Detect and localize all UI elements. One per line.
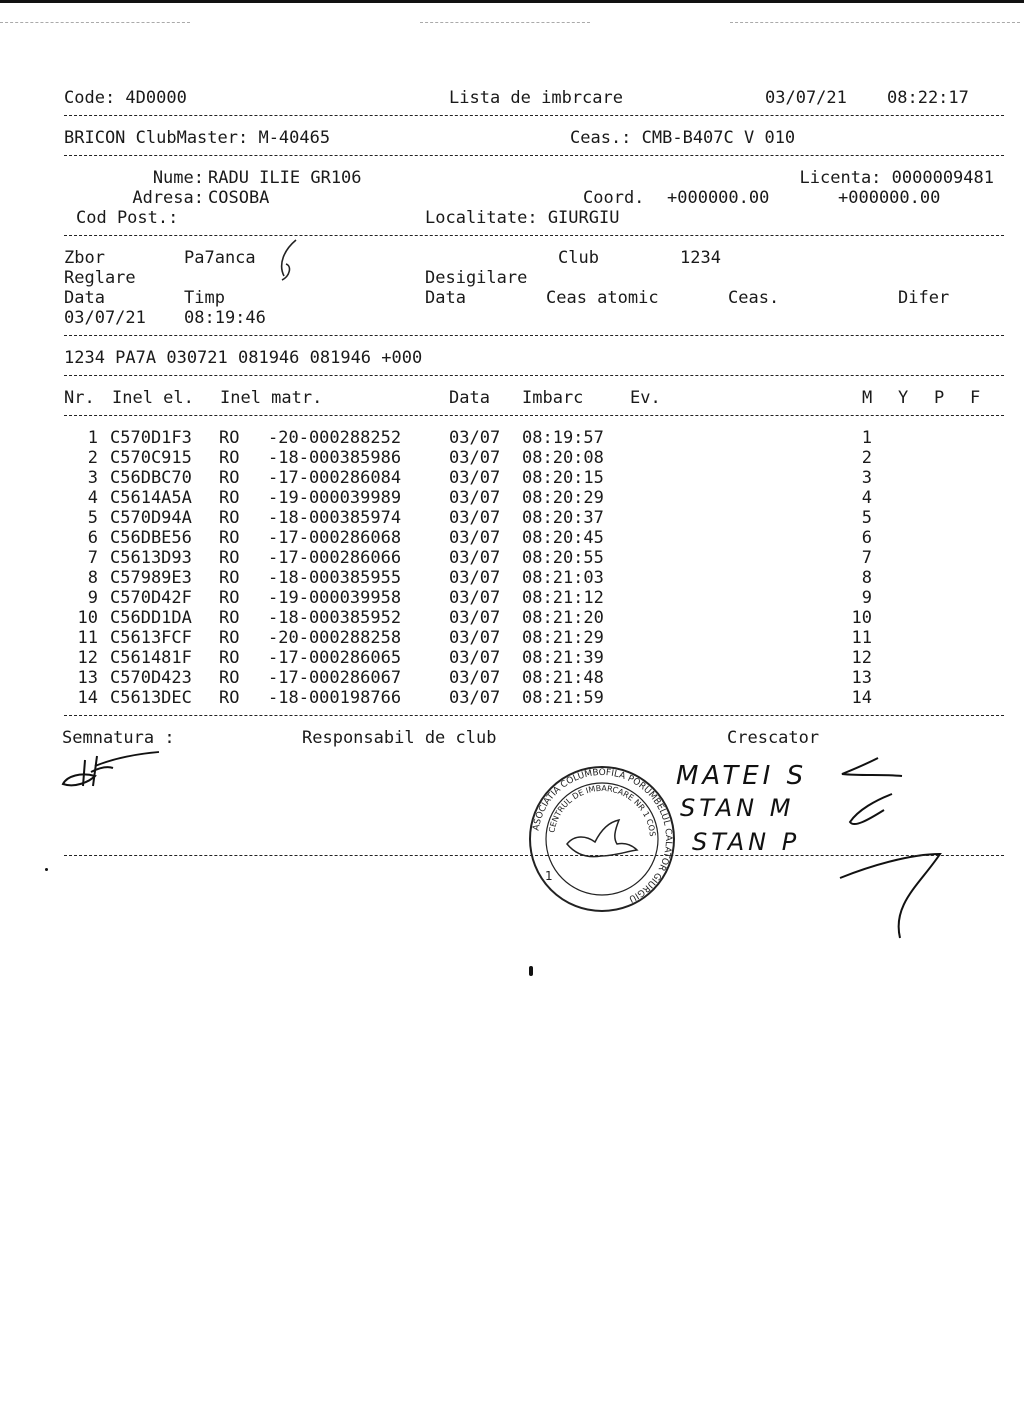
row-data: 03/07 xyxy=(449,568,501,588)
row-m: 13 xyxy=(851,668,872,688)
row-nr: 2 xyxy=(87,448,98,468)
divider xyxy=(64,155,1004,156)
row-inel-el: C570D94A xyxy=(110,508,192,528)
row-inel-el: C5614A5A xyxy=(110,488,192,508)
row-inel-el: C561481F xyxy=(110,648,192,668)
row-data: 03/07 xyxy=(449,668,501,688)
row-inel-matr: -17-000286084 xyxy=(268,468,402,488)
coord-y: +000000.00 xyxy=(838,188,941,208)
row-data: 03/07 xyxy=(449,608,501,628)
row-nr: 7 xyxy=(87,548,98,568)
table-row xyxy=(0,668,1024,688)
table-row xyxy=(0,568,1024,588)
table-row xyxy=(0,588,1024,608)
row-country: RO xyxy=(219,508,240,528)
row-data: 03/07 xyxy=(449,528,501,548)
row-m: 3 xyxy=(861,468,872,488)
row-inel-matr: -20-000288252 xyxy=(268,428,402,448)
row-inel-matr: -17-000286068 xyxy=(268,528,402,548)
table-row xyxy=(0,508,1024,528)
row-imbarc: 08:20:55 xyxy=(522,548,604,568)
row-inel-matr: -19-000039958 xyxy=(268,588,402,608)
timp-label: Timp xyxy=(184,288,225,308)
row-country: RO xyxy=(219,448,240,468)
row-imbarc: 08:20:29 xyxy=(522,488,604,508)
row-country: RO xyxy=(219,648,240,668)
clock-label: Ceas. xyxy=(728,288,780,308)
col-header-nr: Nr. xyxy=(64,388,95,408)
desigilare-label: Desigilare xyxy=(425,268,528,288)
table-row xyxy=(0,488,1024,508)
row-nr: 6 xyxy=(87,528,98,548)
club-number: 1234 xyxy=(680,248,721,268)
club-responsible-label: Responsabil de club xyxy=(302,728,497,748)
table-row xyxy=(0,548,1024,568)
row-data: 03/07 xyxy=(449,548,501,568)
row-inel-el: C57989E3 xyxy=(110,568,192,588)
postal-code-label: Cod Post.: xyxy=(76,208,179,228)
col-header-f: F xyxy=(970,388,981,408)
table-row xyxy=(0,648,1024,668)
row-nr: 4 xyxy=(87,488,98,508)
row-inel-el: C570D1F3 xyxy=(110,428,192,448)
row-country: RO xyxy=(219,548,240,568)
row-inel-matr: -17-000286067 xyxy=(268,668,402,688)
table-row xyxy=(0,528,1024,548)
row-m: 9 xyxy=(861,588,872,608)
divider xyxy=(64,715,1004,716)
handwritten-name-2: STAN M xyxy=(680,794,795,822)
row-m: 2 xyxy=(861,448,872,468)
signature-label: Semnatura : xyxy=(62,728,175,748)
divider xyxy=(64,855,1004,856)
table-row xyxy=(0,628,1024,648)
handwritten-mark xyxy=(270,236,310,288)
row-imbarc: 08:21:48 xyxy=(522,668,604,688)
table-row xyxy=(0,608,1024,628)
difference-label: Difer xyxy=(898,288,950,308)
set-time: 08:19:46 xyxy=(184,308,266,328)
table-row xyxy=(0,428,1024,448)
row-inel-el: C56DBE56 xyxy=(110,528,192,548)
row-imbarc: 08:21:59 xyxy=(522,688,604,708)
row-inel-matr: -18-000385986 xyxy=(268,448,402,468)
row-imbarc: 08:21:03 xyxy=(522,568,604,588)
row-imbarc: 08:21:39 xyxy=(522,648,604,668)
row-inel-el: C570D42F xyxy=(110,588,192,608)
row-inel-el: C56DD1DA xyxy=(110,608,192,628)
row-m: 10 xyxy=(851,608,872,628)
row-data: 03/07 xyxy=(449,648,501,668)
col-header-y: Y xyxy=(898,388,909,408)
row-nr: 1 xyxy=(87,428,98,448)
stamp-outer-text: ASOCIATIA COLUMBOFILA PORUMBELUL CALATOR GIURGIU xyxy=(531,767,674,904)
row-imbarc: 08:20:15 xyxy=(522,468,604,488)
row-imbarc: 08:21:29 xyxy=(522,628,604,648)
scan-edge xyxy=(0,0,1024,3)
stamp-number: 1 xyxy=(545,869,553,883)
col-header-ev: Ev. xyxy=(630,388,661,408)
ink-dot xyxy=(45,868,48,871)
col-header-imbarc: Imbarc xyxy=(522,388,584,408)
coord-x: +000000.00 xyxy=(667,188,770,208)
row-imbarc: 08:20:08 xyxy=(522,448,604,468)
row-inel-matr: -19-000039989 xyxy=(268,488,402,508)
table-row xyxy=(0,468,1024,488)
breeder-label: Crescator xyxy=(727,728,820,748)
handwritten-signature xyxy=(55,748,165,798)
club-stamp xyxy=(523,757,677,914)
col-header-inel-el: Inel el. xyxy=(112,388,194,408)
print-date: 03/07/21 xyxy=(765,88,847,108)
locality: Localitate: GIURGIU xyxy=(425,208,620,228)
row-inel-el: C5613D93 xyxy=(110,548,192,568)
licence-number: Licenta: 0000009481 xyxy=(799,168,994,188)
row-nr: 14 xyxy=(77,688,98,708)
row-m: 5 xyxy=(861,508,872,528)
handwritten-name-3: STAN P xyxy=(692,828,801,856)
atomic-clock-label: Ceas atomic xyxy=(546,288,659,308)
divider xyxy=(64,415,1004,416)
zbor-label: Zbor xyxy=(64,248,105,268)
row-inel-el: C5613FCF xyxy=(110,628,192,648)
row-nr: 13 xyxy=(77,668,98,688)
row-data: 03/07 xyxy=(449,488,501,508)
row-country: RO xyxy=(219,468,240,488)
row-m: 11 xyxy=(851,628,872,648)
row-imbarc: 08:21:20 xyxy=(522,608,604,628)
row-nr: 9 xyxy=(87,588,98,608)
row-nr: 10 xyxy=(77,608,98,628)
scan-noise xyxy=(420,22,590,23)
row-inel-matr: -18-000385955 xyxy=(268,568,402,588)
row-country: RO xyxy=(219,568,240,588)
row-country: RO xyxy=(219,688,240,708)
scan-noise xyxy=(0,22,190,23)
ink-dot xyxy=(529,966,533,976)
row-imbarc: 08:20:45 xyxy=(522,528,604,548)
row-inel-matr: -17-000286065 xyxy=(268,648,402,668)
row-inel-matr: -18-000385952 xyxy=(268,608,402,628)
clock-id: Ceas.: CMB-B407C V 010 xyxy=(570,128,796,148)
scan-noise xyxy=(730,22,1020,23)
row-inel-el: C5613DEC xyxy=(110,688,192,708)
row-nr: 5 xyxy=(87,508,98,528)
set-date: 03/07/21 xyxy=(64,308,146,328)
row-nr: 8 xyxy=(87,568,98,588)
data-label-2: Data xyxy=(425,288,466,308)
row-data: 03/07 xyxy=(449,468,501,488)
summary-line: 1234 PA7A 030721 081946 081946 +000 xyxy=(64,348,423,368)
clubmaster-id: BRICON ClubMaster: M-40465 xyxy=(64,128,331,148)
row-country: RO xyxy=(219,428,240,448)
row-country: RO xyxy=(219,608,240,628)
row-imbarc: 08:21:12 xyxy=(522,588,604,608)
row-imbarc: 08:19:57 xyxy=(522,428,604,448)
stamp-inner-text: CENTRUL DE IMBARCARE NR 1 COSOBA xyxy=(523,757,657,837)
row-m: 14 xyxy=(851,688,872,708)
divider xyxy=(64,335,1004,336)
adresa-label: Adresa: xyxy=(132,188,204,208)
row-m: 4 xyxy=(861,488,872,508)
row-data: 03/07 xyxy=(449,508,501,528)
row-data: 03/07 xyxy=(449,588,501,608)
print-time: 08:22:17 xyxy=(887,88,969,108)
row-data: 03/07 xyxy=(449,428,501,448)
dove-icon xyxy=(567,820,637,857)
row-m: 1 xyxy=(861,428,872,448)
table-row xyxy=(0,688,1024,708)
code-label: Code: 4D0000 xyxy=(64,88,187,108)
owner-address: COSOBA xyxy=(208,188,270,208)
row-country: RO xyxy=(219,528,240,548)
nume-label: Nume: xyxy=(152,168,204,188)
col-header-inel-matr: Inel matr. xyxy=(220,388,323,408)
row-nr: 11 xyxy=(77,628,98,648)
divider xyxy=(64,115,1004,116)
owner-name: RADU ILIE GR106 xyxy=(208,168,362,188)
col-header-m: M xyxy=(862,388,873,408)
row-country: RO xyxy=(219,588,240,608)
row-m: 7 xyxy=(861,548,872,568)
handwritten-name-1: MATEI S xyxy=(676,761,808,791)
data-label: Data xyxy=(64,288,105,308)
row-inel-matr: -17-000286066 xyxy=(268,548,402,568)
row-nr: 12 xyxy=(77,648,98,668)
row-inel-matr: -18-000198766 xyxy=(268,688,402,708)
handwritten-names xyxy=(670,754,960,944)
row-data: 03/07 xyxy=(449,688,501,708)
row-data: 03/07 xyxy=(449,448,501,468)
row-inel-el: C570D423 xyxy=(110,668,192,688)
row-inel-matr: -20-000288258 xyxy=(268,628,402,648)
table-row xyxy=(0,448,1024,468)
reglare-label: Reglare xyxy=(64,268,136,288)
document-title: Lista de imbrcare xyxy=(449,88,623,108)
row-inel-el: C570C915 xyxy=(110,448,192,468)
row-inel-el: C56DBC70 xyxy=(110,468,192,488)
col-header-p: P xyxy=(934,388,945,408)
row-m: 6 xyxy=(861,528,872,548)
club-label: Club xyxy=(558,248,599,268)
row-m: 12 xyxy=(851,648,872,668)
row-country: RO xyxy=(219,488,240,508)
divider xyxy=(64,235,1004,236)
row-country: RO xyxy=(219,628,240,648)
row-data: 03/07 xyxy=(449,628,501,648)
row-imbarc: 08:20:37 xyxy=(522,508,604,528)
coord-label: Coord. xyxy=(583,188,645,208)
row-nr: 3 xyxy=(87,468,98,488)
col-header-data: Data xyxy=(449,388,490,408)
row-inel-matr: -18-000385974 xyxy=(268,508,402,528)
divider xyxy=(64,375,1004,376)
row-m: 8 xyxy=(861,568,872,588)
flight-name: Pa7anca xyxy=(184,248,256,268)
row-country: RO xyxy=(219,668,240,688)
